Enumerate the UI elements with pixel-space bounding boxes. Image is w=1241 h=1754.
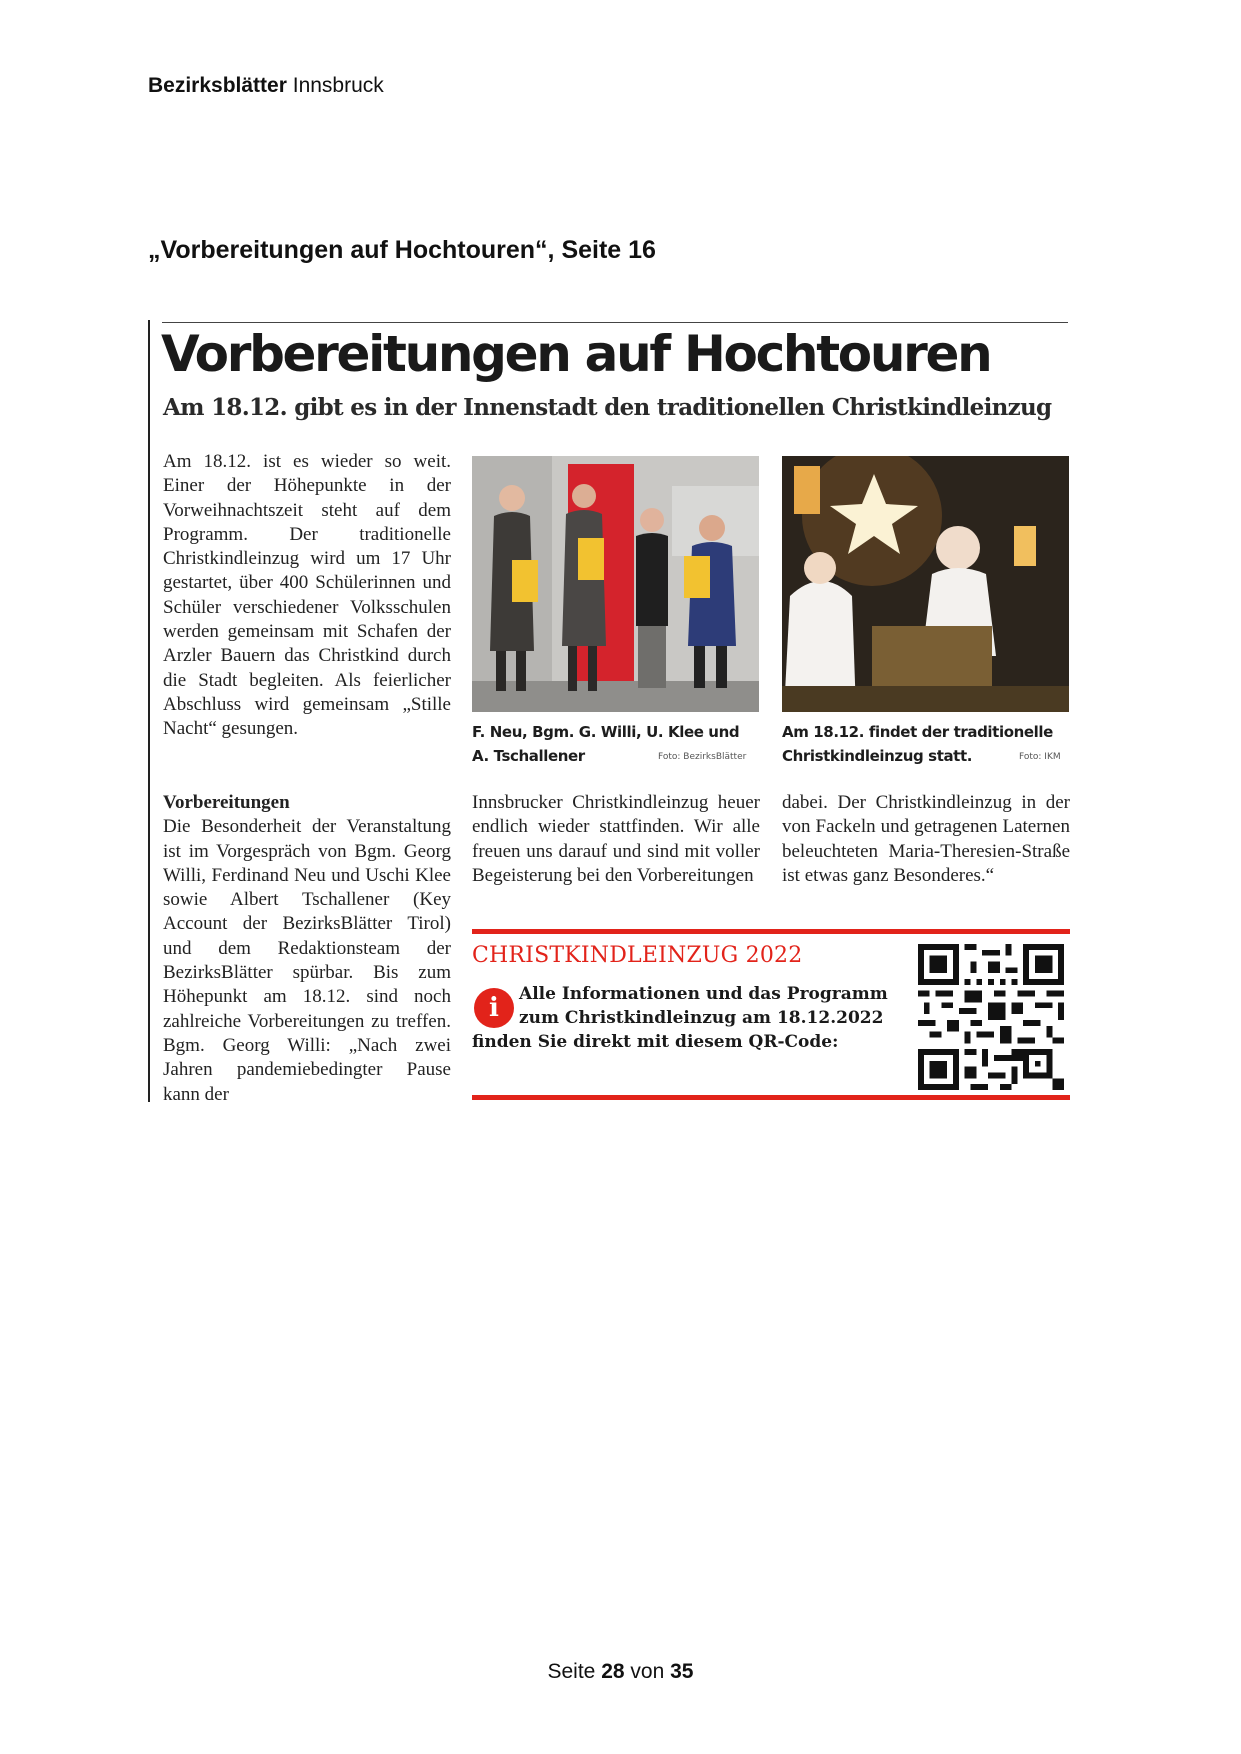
christkind-photo <box>782 456 1069 712</box>
article-intro: Am 18.12. ist es wieder so weit. Einer der Höhepunkte in der Vorweihnachtszeit steht auf dem Programm. Der traditionelle Christkindleinzug wird um 17 Uhr gestartet, über 400 Schülerinnen und Schüler verschiedener Volksschulen werden gemeinsam mit Schafen der Arzler Bauern das Christkind durch die Stadt begleiten. Als feierlicher Abschluss wird gemeinsam „Stille Nacht“ gesungen. <box>163 451 451 740</box>
press-photo-group <box>472 456 759 712</box>
page-number-total: 35 <box>670 1660 694 1683</box>
info-box-top-rule <box>472 929 1070 934</box>
section-heading: Vorbereitungen <box>163 792 290 813</box>
page-number-current: 28 <box>601 1660 625 1683</box>
reference-title: „Vorbereitungen auf Hochtouren“, Seite 16 <box>148 236 656 264</box>
newspaper-clipping <box>148 320 1070 1105</box>
photo-credit-group: Foto: BezirksBlätter <box>658 752 747 762</box>
info-box-title: CHRISTKINDLEINZUG 2022 <box>472 943 803 968</box>
info-line-2: zum Christkindleinzug am 18.12.2022 <box>519 1008 884 1028</box>
info-box-text <box>472 982 922 1054</box>
photo-caption-christkind: Am 18.12. findet der traditionelle Christkindleinzug statt. <box>782 723 1053 765</box>
page-number-prefix: Seite <box>547 1660 596 1683</box>
article-column-1 <box>163 791 451 1107</box>
qr-code-icon[interactable] <box>918 944 1064 1090</box>
publication-name: Bezirksblätter <box>148 74 287 97</box>
christkind-photo-illustration <box>782 456 1069 712</box>
press-photo-illustration <box>472 456 759 712</box>
document-header <box>148 74 384 98</box>
article-column-2: Innsbrucker Christkindleinzug heuer endlich wieder stattfinden. Wir alle freuen uns darauf und sind mit voller Begeisterung bei den Vorbereitungen <box>472 792 760 886</box>
info-line-3: finden Sie direkt mit diesem QR-Code: <box>472 1032 839 1052</box>
info-box-bottom-rule <box>472 1095 1070 1100</box>
page-number <box>0 1660 1241 1684</box>
info-line-1: Alle Informationen und das Programm <box>519 984 888 1004</box>
clipping-left-border <box>148 320 150 1102</box>
photo-caption-group: F. Neu, Bgm. G. Willi, U. Klee und A. Tschallener <box>472 723 740 765</box>
publication-location: Innsbruck <box>292 74 384 97</box>
photo-credit-christkind: Foto: IKM <box>1019 752 1061 762</box>
article-headline: Vorbereitungen auf Hochtouren <box>161 325 991 383</box>
page-number-mid: von <box>630 1660 665 1683</box>
article-subheadline: Am 18.12. gibt es in der Innenstadt den traditionellen Christkindleinzug <box>163 394 1052 421</box>
clipping-top-rule <box>162 322 1068 323</box>
info-icon: i <box>474 988 514 1028</box>
section-text-col1: Die Besonderheit der Veranstaltung ist im Vorgespräch von Bgm. Georg Willi, Ferdinand Neu und Uschi Klee sowie Albert Tschallener (Key Account der BezirksBlätter Tirol) und dem Redaktionsteam der BezirksBlätter spürbar. Bis zum Höhepunkt am 18.12. sind noch zahlreiche Vorbereitungen zu treffen. Bgm. Georg Willi: „Nach zwei Jahren pandemiebedingter Pause kann der <box>163 816 451 1105</box>
article-column-3: dabei. Der Christkindleinzug in der von Fackeln und getragenen Laternen beleuchteten Maria-Theresien-Straße ist etwas ganz Besonderes.“ <box>782 792 1070 886</box>
